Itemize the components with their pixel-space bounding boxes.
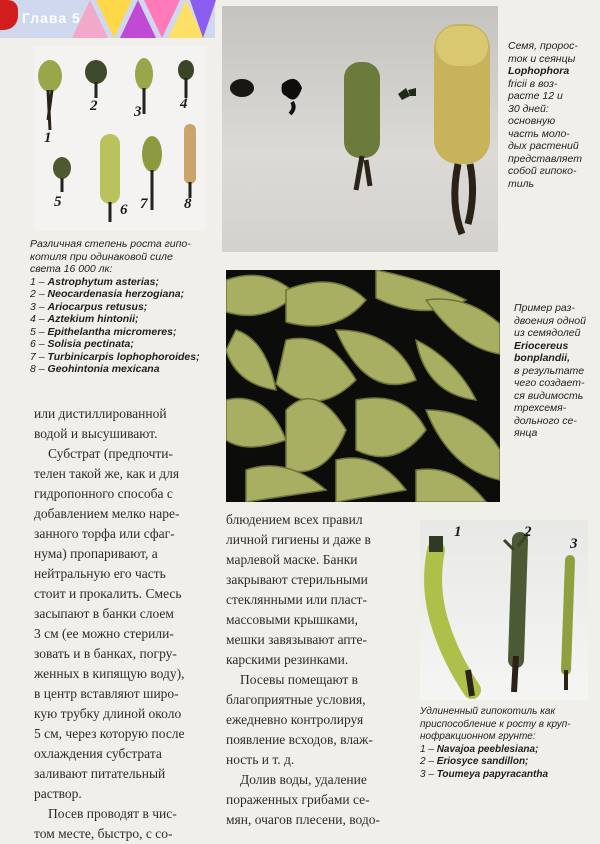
figure-number: 3 [134, 104, 142, 120]
figure-number: 5 [54, 194, 62, 210]
caption-line: Различная степень роста гипо- [30, 238, 191, 250]
paragraph-line: нейтральную его часть [34, 566, 166, 581]
species-list-item: 1 – Astrophytum asterias; [30, 275, 159, 288]
caption-line: 30 дней: [508, 102, 549, 115]
caption-line: основную [508, 115, 556, 127]
figure-number: 1 [44, 130, 52, 146]
caption-line: нофракционном грунте: [420, 731, 536, 742]
caption-line: представляет [508, 152, 582, 165]
paragraph-line: женных в кипящую воду), [34, 666, 185, 681]
figure2-caption [508, 40, 600, 190]
paragraph-line: занного торфа или сфаг- [34, 526, 175, 541]
caption-line: в результате [514, 364, 585, 377]
figure-number: 2 [524, 524, 532, 540]
caption-line: ток и сеянцы [508, 52, 576, 65]
paragraph-line: Долив воды, удаление [240, 772, 367, 787]
caption-line: трехсемя- [514, 402, 567, 414]
figure-number: 2 [90, 98, 98, 114]
paragraph-line: закрывают стерильными [226, 572, 368, 587]
figure-number: 1 [454, 524, 462, 540]
figure3-caption [514, 302, 600, 440]
figure-number: 4 [180, 96, 188, 112]
paragraph-line: 3 см (ее можно стерили- [34, 626, 174, 641]
caption-line: часть моло- [508, 127, 570, 140]
species-list-item: 2 – Neocardenasia herzogiana; [30, 288, 185, 300]
paragraph-line: зовать и в банках, погру- [34, 646, 177, 661]
caption-line: света 16 000 лк: [30, 263, 113, 275]
figure-number: 6 [120, 202, 128, 218]
paragraph-line: том месте, быстро, с со- [34, 826, 173, 841]
paragraph-line: в центр вставляют широ- [34, 686, 179, 701]
paragraph-line: Посевы помещают в [240, 672, 358, 687]
caption-line: Eriocereus [514, 339, 569, 352]
species-list-item: 3 – Toumeya papyracantha [420, 768, 549, 780]
caption-line: тиль [508, 177, 535, 190]
caption-line: двоения одной [514, 314, 586, 327]
caption-line: bonplandii, [514, 352, 570, 364]
paragraph-line: Субстрат (предпочти- [48, 446, 174, 461]
caption-line: Lophophora [508, 65, 570, 77]
species-list-item: 4 – Aztekium hintonii; [30, 313, 139, 325]
figure-number: 3 [570, 536, 578, 552]
paragraph-line: массовыми крышками, [226, 612, 359, 627]
paragraph-line: пораженных грибами се- [226, 792, 370, 807]
body-text-left-column [34, 404, 219, 844]
paragraph-line: стеклянными или пласт- [226, 592, 367, 607]
paragraph-line: личной гигиены и даже в [226, 532, 371, 547]
paragraph-line: Посев проводят в чис- [48, 806, 177, 821]
paragraph-line: нума) пропаривают, а [34, 546, 158, 561]
paragraph-line: 5 см, через которую после [34, 726, 185, 741]
chapter-title: Глава 5 [22, 10, 81, 26]
caption-line: собой гипоко- [508, 165, 577, 177]
figure4-caption [420, 706, 598, 781]
caption-line: дых растений [508, 140, 579, 152]
paragraph-line: мешки завязывают апте- [226, 632, 368, 647]
cotyledons-closeup-photo [226, 270, 500, 502]
caption-line: Удлиненный гипокотиль как [420, 706, 556, 717]
header-triangle [190, 0, 216, 38]
paragraph-line: появление всходов, влаж- [226, 732, 373, 747]
figure1-caption [30, 238, 220, 376]
caption-line: расте 12 и [508, 90, 563, 102]
caption-line: fricii в воз- [508, 77, 558, 90]
species-list-item: 8 – Geohintonia mexicana [30, 363, 160, 375]
paragraph-line: охлаждения субстрата [34, 746, 162, 761]
species-list-item: 2 – Eriosyce sandillon; [420, 756, 529, 767]
species-list-item: 6 – Solisia pectinata; [30, 338, 134, 350]
caption-line: котиля при одинаковой силе [30, 250, 173, 263]
paragraph-line: стоит и прокалить. Смесь [34, 586, 182, 601]
paragraph-line: или дистиллированной [34, 406, 167, 421]
species-list-item: 7 – Turbinicarpis lophophoroides; [30, 350, 200, 363]
paragraph-line: ежедневно контролируя [226, 712, 364, 727]
seedlings-photo-grid [34, 46, 206, 231]
species-list-item: 5 – Epithelantha micromeres; [30, 325, 177, 338]
paragraph-line: кую трубку длиной около [34, 706, 182, 721]
body-text-right-column [226, 510, 414, 830]
caption-line: ся видимость [514, 389, 584, 402]
caption-line: янца [514, 427, 538, 439]
paragraph-line: карскими резинками. [226, 652, 349, 667]
paragraph-line: гидропонного способа с [34, 486, 173, 501]
paragraph-line: раствор. [34, 786, 82, 801]
caption-line: приспособление к росту в круп- [420, 718, 571, 730]
species-list-item: 3 – Ariocarpus retusus; [30, 300, 148, 313]
species-list-item: 1 – Navajoa peeblesiana; [420, 743, 539, 755]
caption-line: из семядолей [514, 327, 581, 339]
caption-line: Семя, пророс- [508, 40, 578, 52]
figure-number: 7 [140, 196, 148, 212]
figure-number: 8 [184, 196, 192, 212]
paragraph-line: блюдением всех правил [226, 512, 363, 527]
paragraph-line: телен такой же, как и для [34, 466, 180, 481]
caption-line: Пример раз- [514, 302, 575, 314]
elongated-hypocotyl-photo [420, 520, 588, 700]
paragraph-line: засыпают в банки слоем [34, 606, 174, 621]
paragraph-line: благоприятные условия, [226, 692, 366, 707]
paragraph-line: водой и высушивают. [34, 426, 158, 441]
paragraph-line: мян, очагов плесени, водо- [226, 812, 381, 827]
paragraph-line: добавлением мелко наре- [34, 506, 180, 521]
caption-line: чего создает- [514, 377, 585, 389]
paragraph-line: ность и т. д. [226, 752, 295, 767]
paragraph-line: заливают питательный [34, 766, 166, 781]
paragraph-line: марлевой маске. Банки [226, 552, 358, 567]
caption-line: дольного се- [514, 414, 577, 427]
lophophora-seedlings-photo [222, 6, 498, 252]
